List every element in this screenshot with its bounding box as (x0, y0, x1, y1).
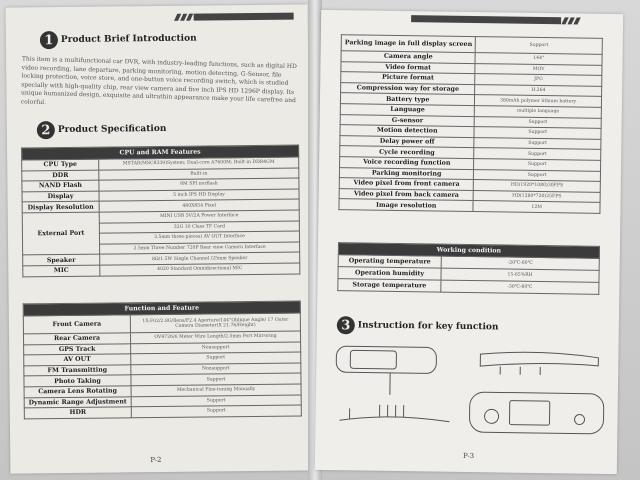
row-label: Rear Camera (23, 333, 130, 345)
row-value: 8M SPI norflash (99, 178, 299, 191)
row-label: Parking image in full display screen (341, 35, 476, 53)
row-value: HD(1920*1080)30FPS (474, 180, 601, 192)
row-label: FM Transmitting (24, 365, 131, 377)
table-row (23, 263, 300, 276)
row-label: Motion detection (340, 125, 475, 137)
row-label: Voice recording function (340, 157, 475, 169)
section-1-heading (40, 30, 197, 50)
row-label: Parking monitoring (339, 167, 474, 179)
row-label: Speaker (23, 254, 100, 265)
mirror-side-diagram (480, 352, 598, 376)
row-label: Image resolution (339, 199, 474, 211)
row-value: 2.5mm Three Number 720P Rear view Camera Interface (100, 242, 300, 255)
function-feature-table (23, 301, 302, 420)
row-value: Support (475, 116, 602, 128)
row-label: MIC (23, 265, 100, 276)
section-3-number: 3 (337, 316, 355, 334)
row-value: Support (474, 127, 601, 139)
row-value: 12M (473, 201, 600, 213)
row-value: Built-in (99, 168, 299, 181)
row-value: HD(1280*720)25FPS (473, 190, 600, 202)
row-label: Battery type (340, 93, 475, 105)
section-2-number: 2 (37, 121, 55, 139)
row-label: Video pixel from front camera (339, 178, 474, 190)
working-condition-table (337, 242, 600, 295)
row-label: Operating temperature (338, 255, 441, 268)
row-value: MSTAR(MSC8339)System; Dual-core A7600M; Built-in DDR4GM (99, 157, 299, 170)
row-value: OV9726/6 Meter Wire Length/2.5mm Port Mirroring (130, 331, 300, 343)
table-caption: Working condition (338, 243, 599, 259)
row-label: Display Resolution (22, 202, 99, 213)
table-caption: CPU and RAM Features (22, 145, 299, 160)
left-page (6, 4, 313, 473)
mirror-front-diagram (336, 346, 437, 395)
row-value: Support (131, 373, 301, 385)
row-label: Language (340, 104, 475, 116)
section-1-title: Product Brief Introduction (60, 33, 197, 46)
row-label: Compression way for storage (341, 82, 476, 94)
row-value: -20℃-60℃ (441, 256, 599, 270)
row-value: Mechanical Fine-tuning Manually (131, 384, 301, 396)
row-label: Video pixel from back camera (339, 188, 474, 200)
row-value: Support (474, 148, 601, 160)
row-value: Nonsupport (131, 342, 301, 354)
row-label: NAND Flash (22, 180, 99, 191)
right-page (315, 10, 623, 474)
row-label: AV OUT (24, 354, 131, 366)
row-label: Display (22, 191, 99, 202)
row-label: Front Camera (23, 315, 130, 334)
intro-paragraph: This item is a multifunctional car DVR, with industry-leading functions, such as digital HD video recording, lane departure, parking monitoring, motion detecting, G-Sensor, file locking protection, voice store, and one-button voice recording switch, which is studied specially with high-quality chip, rear view camera and five inch IPS HD 1296P display. Its unique humanized design, exquisite and ultrathin appearance make your life carefree and colorful. (20, 55, 297, 107)
page-number-left: P-2 (150, 455, 162, 465)
mirror-back-diagram (469, 392, 604, 434)
feature-support-table (338, 34, 602, 214)
row-label: External Port (22, 212, 99, 255)
row-label: Operation humidity (338, 267, 441, 280)
row-value: Nonsupport (131, 363, 301, 375)
mirror-bottom-diagram (339, 404, 449, 422)
row-value: Support (474, 137, 601, 149)
page-number-right: P-3 (462, 451, 475, 461)
row-value: Support (474, 159, 601, 171)
row-value: 380mAh polymer lithium battery (475, 95, 602, 107)
row-label: G-sensor (340, 114, 475, 126)
section-2-title: Product Specification (57, 123, 167, 136)
table-caption: Function and Feature (23, 301, 300, 316)
table-row (24, 405, 301, 418)
section-3-title: Instruction for key function (357, 320, 499, 333)
row-value: Support (474, 169, 601, 181)
row-value: Support (131, 405, 301, 417)
row-value: -30℃-80℃ (441, 280, 599, 294)
row-label: Video format (341, 61, 476, 73)
row-label: Dynamic Range Adjustment (24, 396, 131, 408)
row-label: Cycle recording (340, 146, 475, 158)
table-row (339, 199, 600, 213)
row-value: 4020 Standard Omnidirectional MIC (100, 263, 300, 276)
header-stripes (176, 13, 294, 21)
row-value: MINI USB 5V/2A Power Interface (99, 210, 299, 223)
row-value: Support (131, 352, 301, 364)
row-value: 15-65%RH (441, 268, 599, 282)
section-3-heading (337, 316, 499, 336)
row-label: CPU Type (22, 159, 99, 170)
row-value: 480X854 Pixel (99, 199, 299, 212)
row-value: multiple language (475, 106, 602, 118)
row-value: 144° (475, 53, 602, 65)
header-stripes-right (411, 15, 579, 24)
row-label: GPS Track (24, 343, 131, 355)
table-row (338, 279, 599, 295)
row-value: 3.5mm three-pieces) AV OUT Interface (99, 231, 299, 244)
row-value: H.264 (475, 84, 602, 96)
device-diagram (329, 338, 610, 442)
row-value: 1X-F02/2.8G/Ilens/F2.4 Aperture/144°Oblique Angle/ 17 Outer Camera Diameter(X 21.76/Height) (130, 313, 300, 333)
row-value: MOV (475, 63, 602, 75)
cpu-ram-table (21, 145, 300, 277)
row-value: 8Ω/1.5W Single Channel /25mm Speaker (100, 252, 300, 265)
section-1-number: 1 (40, 31, 58, 49)
row-value: 5 inch IPS HD Display (99, 189, 299, 202)
row-label: Delay power off (340, 135, 475, 147)
row-label: Picture format (341, 72, 476, 84)
row-label: Camera angle (341, 51, 476, 63)
row-value: JPG (475, 74, 602, 86)
row-label: Storage temperature (338, 279, 441, 292)
row-label: Camera Lens Rotating (24, 386, 131, 398)
row-value: Support (131, 395, 301, 407)
row-value: Support (476, 37, 603, 55)
section-2-heading (37, 120, 167, 139)
row-label: DDR (22, 170, 99, 181)
row-label: Photo Taking (24, 375, 131, 387)
row-value: 32G 10 Class TF Card (99, 221, 299, 234)
row-label: HDR (24, 407, 131, 419)
